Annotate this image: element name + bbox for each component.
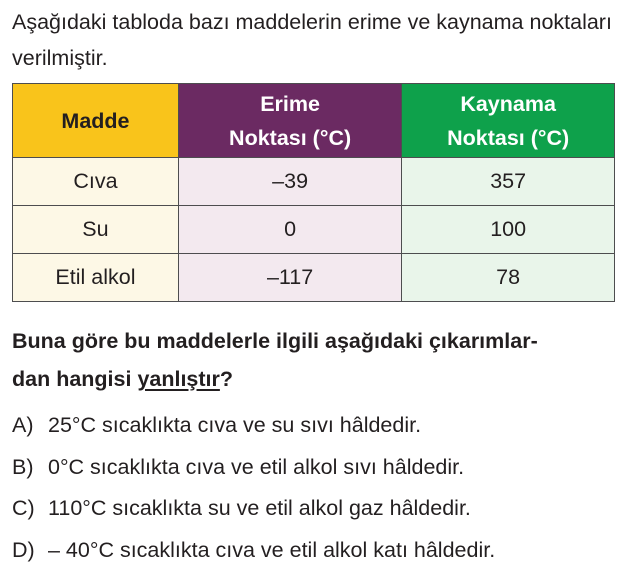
- cell-madde: Su: [13, 206, 179, 254]
- header-kaynama-line2: Noktası (°C): [447, 125, 570, 150]
- header-erime-line2: Noktası (°C): [229, 125, 352, 150]
- option-letter: A): [12, 413, 34, 437]
- header-kaynama: [402, 84, 615, 158]
- answer-options: [12, 405, 624, 571]
- option-text: 25°C sıcaklıkta cıva ve su sıvı hâldedir.: [48, 413, 422, 437]
- cell-kaynama: 357: [402, 158, 615, 206]
- cell-erime: –117: [178, 254, 401, 302]
- option-b[interactable]: [12, 447, 624, 489]
- question-line1: Buna göre bu maddelerle ilgili aşağıdaki çıkarımlar-: [12, 329, 538, 353]
- option-text: – 40°C sıcaklıkta cıva ve etil alkol katı hâldedir.: [48, 537, 496, 562]
- cell-kaynama: 100: [402, 206, 615, 254]
- question-underlined-word: yanlıştır: [137, 367, 220, 391]
- cell-madde: Cıva: [13, 158, 179, 206]
- option-c[interactable]: [12, 488, 624, 530]
- table-row: [13, 158, 615, 206]
- option-text: 110°C sıcaklıkta su ve etil alkol gaz hâldedir.: [48, 496, 471, 520]
- header-erime-line1: Erime: [260, 91, 320, 116]
- cell-kaynama: 78: [402, 254, 615, 302]
- table-header-row: [13, 84, 615, 158]
- melting-boiling-table: [12, 83, 615, 302]
- option-letter: C): [12, 496, 35, 520]
- option-a[interactable]: [12, 405, 624, 447]
- header-kaynama-line1: Kaynama: [460, 91, 556, 116]
- header-madde: Madde: [13, 84, 179, 158]
- table-row: [13, 254, 615, 302]
- intro-text: Aşağıdaki tabloda bazı maddelerin erime ve kaynama noktaları verilmiştir.: [12, 10, 612, 70]
- question-line2: dan hangisi: [12, 367, 138, 391]
- option-letter: B): [12, 454, 34, 479]
- option-letter: D): [12, 537, 35, 562]
- cell-erime: –39: [178, 158, 401, 206]
- header-erime: [178, 84, 401, 158]
- question-mark: ?: [219, 367, 234, 391]
- cell-erime: 0: [178, 206, 401, 254]
- question-stem: [12, 322, 624, 398]
- option-d[interactable]: [12, 530, 624, 572]
- cell-madde: Etil alkol: [13, 254, 179, 302]
- option-text: 0°C sıcaklıkta cıva ve etil alkol sıvı hâldedir.: [48, 454, 465, 479]
- table-row: [13, 206, 615, 254]
